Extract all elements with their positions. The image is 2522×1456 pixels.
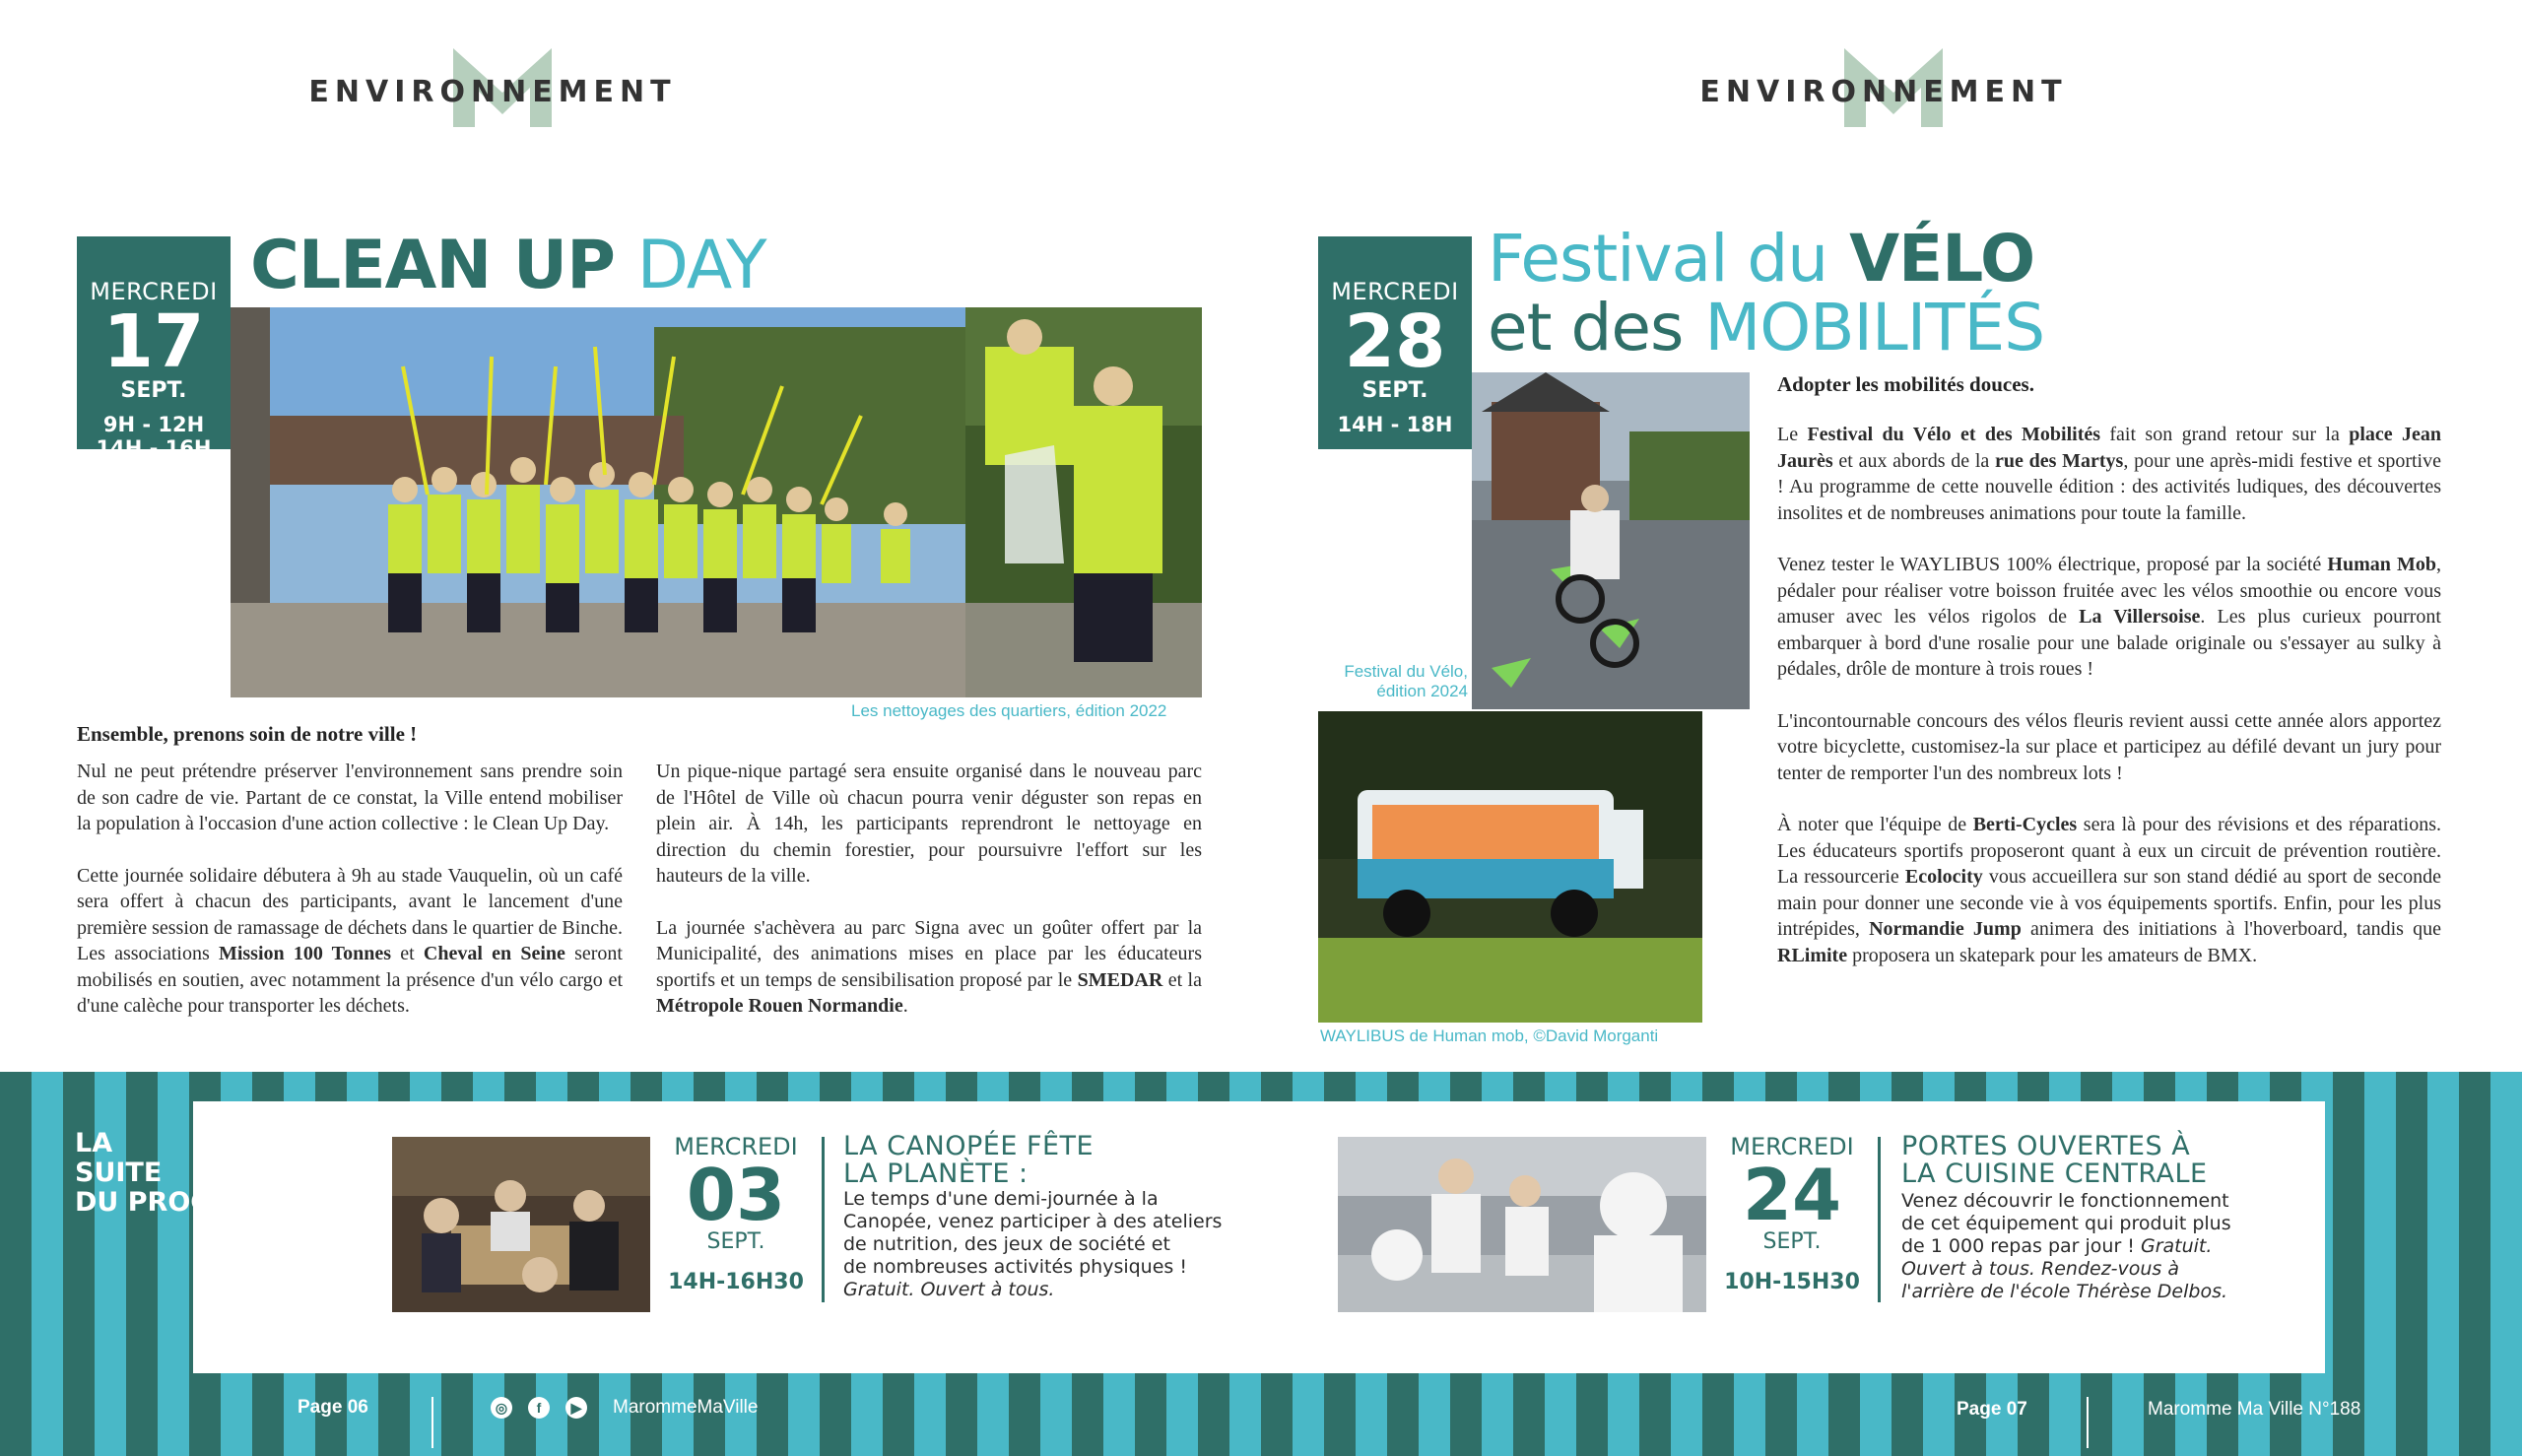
- text-line: [1901, 1281, 2295, 1303]
- text-run: À noter que l'équipe de: [1777, 814, 1973, 835]
- date-month: SEPT.: [1361, 378, 1428, 403]
- text-run: sera là pour des révisions et des réparations. Les éducateurs sportifs proposeront quant à eux un circuit de prévention routière. La ressourcerie: [1777, 814, 2442, 888]
- text-run: vous accueillera sur son stand dédié au sport de seconde main pour donner une seconde vie à vos équipements sportifs. Enfin, pour les plus intrépides,: [1777, 866, 2441, 940]
- programme-heading: [75, 1129, 345, 1218]
- date-number: 03: [686, 1154, 786, 1236]
- cleanup-photo-caption: Les nettoyages des quartiers, édition 2022: [851, 701, 1167, 720]
- date-number: 17: [102, 299, 205, 384]
- text-run: et la: [1162, 968, 1202, 991]
- event1-date: [660, 1133, 812, 1294]
- date-day: MERCREDI: [674, 1133, 798, 1160]
- section-label: ENVIRONNEMENT: [308, 75, 677, 109]
- free-notice: Gratuit.: [2140, 1235, 2213, 1257]
- date-month: SEPT.: [706, 1229, 765, 1254]
- title-line-2: [1488, 290, 2045, 365]
- date-time-1: 9H - 12H: [102, 413, 205, 436]
- festival-text: [1777, 422, 2441, 994]
- paragraph: Nul ne peut prétendre préserver l'environnement sans prendre soin de son cadre de vie. Partant de ce constat, la Ville entend mobiliser la population à l'occasion d'une action collective : le Clean Up Day.: [77, 761, 623, 834]
- paragraph: [77, 863, 623, 1020]
- event2-text: [1901, 1190, 2295, 1303]
- festival-street-photo: [1472, 372, 1750, 709]
- partner-name: Berti-Cycles: [1972, 814, 2078, 835]
- page-number-left: Page 06: [298, 1397, 368, 1418]
- cleanup-group-photo: [231, 307, 965, 697]
- cuisine-photo: [1338, 1137, 1706, 1312]
- event2-title: [1901, 1133, 2208, 1188]
- footer-divider: [431, 1397, 433, 1448]
- cleanup-date-block: [77, 236, 231, 460]
- date-time-1: 14H - 18H: [1337, 413, 1453, 436]
- text-line: Venez découvrir le fonctionnement: [1901, 1190, 2229, 1212]
- title-light: MOBILITÉS: [1704, 290, 2045, 365]
- partner-name: RLimite: [1777, 944, 1848, 966]
- cleanup-intro: Ensemble, prenons soin de notre ville !: [77, 722, 418, 746]
- text-run: de 1 000 repas par jour !: [1901, 1235, 2141, 1257]
- instagram-icon[interactable]: ◎: [491, 1397, 512, 1419]
- page-number-right: Page 07: [1957, 1399, 2027, 1420]
- date-number: 28: [1344, 299, 1446, 384]
- text-run: seront mobilisés en soutien, avec notamment la présence d'un vélo cargo et d'une calèche pour transporter les déchets.: [77, 943, 623, 1017]
- festival-intro: Adopter les mobilités douces.: [1777, 372, 2034, 396]
- paragraph: [1777, 422, 2441, 526]
- text-run: et aux abords de la: [1832, 449, 1996, 472]
- title-line: PORTES OUVERTES À: [1901, 1131, 2191, 1161]
- event1-text: [843, 1188, 1237, 1301]
- free-notice: Ouvert à tous. Rendez-vous à: [1901, 1258, 2180, 1280]
- partner-name: Métropole Rouen Normandie: [656, 995, 903, 1017]
- date-time: 10H-15H30: [1724, 1270, 1860, 1294]
- date-day: MERCREDI: [1730, 1133, 1854, 1160]
- festival-date-block: [1318, 236, 1472, 449]
- title-line: LA CANOPÉE FÊTE: [843, 1131, 1095, 1161]
- text-line: [1901, 1235, 2295, 1258]
- association-name: Mission 100 Tonnes: [218, 943, 392, 964]
- text-line: Canopée, venez participer à des ateliers: [843, 1211, 1223, 1232]
- text-run: , pédaler pour réaliser votre boisson fruitée avec les vélos smoothie ou encore vous amuser avec les vélos rigolos de: [1777, 554, 2441, 628]
- partner-name: Normandie Jump: [1869, 918, 2022, 940]
- date-time: 14H-16H30: [668, 1270, 804, 1294]
- text-run: La journée s'achèvera au parc Signa avec un goûter offert par la Municipalité, des animations mises en place par les éducateurs sportifs et un temps de sensibilisation proposé par le: [656, 916, 1202, 991]
- title-dark: et des: [1488, 290, 1684, 365]
- caption-line: édition 2024: [1376, 682, 1468, 700]
- social-handle: MarommeMaVille: [613, 1397, 759, 1418]
- title-light: DAY: [636, 227, 766, 304]
- free-notice: Gratuit. Ouvert à tous.: [843, 1279, 1055, 1300]
- text-run: . Les plus curieux pourront embarquer à bord d'une rosalie pour une balade originale ou s'essayer au sulky à pédales, drôle de monture à trois roues !: [1777, 606, 2441, 680]
- section-header-right: [1687, 43, 2081, 132]
- location-notice: l'arrière de l'école Thérèse Delbos.: [1901, 1281, 2228, 1302]
- date-day: MERCREDI: [1331, 278, 1459, 305]
- title-light: Festival du: [1488, 221, 1828, 297]
- text-run: proposera un skatepark pour les amateurs de BMX.: [1847, 944, 2258, 966]
- date-number: 24: [1742, 1154, 1842, 1236]
- title-line: LA CUISINE CENTRALE: [1901, 1158, 2208, 1189]
- caption-line: Festival du Vélo,: [1344, 662, 1468, 681]
- canopee-photo: [392, 1137, 650, 1312]
- text-line: [1901, 1258, 2295, 1281]
- heading-line: SUITE: [75, 1158, 163, 1188]
- youtube-icon[interactable]: ▶: [565, 1397, 587, 1419]
- section-label: ENVIRONNEMENT: [1699, 75, 2068, 109]
- text-line: de nombreuses activités physiques !: [843, 1256, 1187, 1278]
- text-run: animera des initiations à l'hoverboard, tandis que: [2021, 918, 2441, 940]
- event-name: Festival du Vélo et des Mobilités: [1807, 424, 2101, 445]
- title-line-1: [1488, 221, 2044, 297]
- festival-caption-2: WAYLIBUS de Human mob, ©David Morganti: [1320, 1026, 1659, 1045]
- date-time-2: 14H - 16H: [96, 436, 212, 460]
- section-header-left: [296, 43, 690, 132]
- text-run: Cette journée solidaire débutera à 9h au stade Vauquelin, où un café sera offert à chacun des participants, avant le lancement d'une première session de ramassage de déchets dans le quartier de Binche. Les associations: [77, 864, 623, 964]
- date-month: SEPT.: [120, 378, 187, 403]
- text-line: de nutrition, des jeux de société et: [843, 1233, 1170, 1255]
- waylibus-photo: [1318, 711, 1702, 1023]
- text-run: , pour une après-midi festive et sportive ! Au programme de cette nouvelle édition : des activités ludiques, des découvertes insolites et de nombreuses animations pour toute la famille.: [1777, 449, 2441, 524]
- date-month: SEPT.: [1762, 1229, 1822, 1254]
- cleanup-title: [250, 229, 766, 303]
- partner-name: Human Mob: [2327, 554, 2436, 575]
- place-name: rue des Martys: [1995, 449, 2124, 472]
- title-line: LA PLANÈTE :: [843, 1158, 1029, 1189]
- text-run: fait son grand retour sur la: [2100, 424, 2350, 445]
- event2-date: [1716, 1133, 1868, 1294]
- cleanup-column-1: [77, 759, 623, 1045]
- text-line: de cet équipement qui produit plus: [1901, 1213, 2231, 1234]
- partner-name: Ecolocity: [1904, 866, 1983, 888]
- text-run: et: [391, 943, 424, 964]
- partner-name: La Villersoise: [2079, 606, 2201, 628]
- issue-number: Maromme Ma Ville N°188: [2148, 1399, 2361, 1420]
- paragraph: [1777, 552, 2441, 683]
- footer-divider: [2087, 1397, 2089, 1448]
- association-name: Cheval en Seine: [423, 943, 565, 964]
- text-run: Le: [1777, 424, 1808, 445]
- text-line: [843, 1279, 1237, 1301]
- text-run: Venez tester le WAYLIBUS 100% électrique, proposé par la société: [1777, 554, 2328, 575]
- divider-line: [822, 1137, 825, 1302]
- title-dark: CLEAN UP: [250, 227, 615, 304]
- paragraph: L'incontournable concours des vélos fleuris revient aussi cette année alors apportez votre bicyclette, customisez-la sur place et participez au défilé devant un jury pour tenter de remporter l'un des nombreux lots !: [1777, 709, 2441, 784]
- title-dark: VÉLO: [1849, 221, 2035, 297]
- partner-name: SMEDAR: [1077, 968, 1163, 991]
- paragraph: [656, 915, 1202, 1020]
- cleanup-column-2: [656, 759, 1202, 1045]
- paragraph: Un pique-nique partagé sera ensuite organisé dans le nouveau parc de l'Hôtel de Ville où chacun pourra venir déguster son repas en plein air. À 14h, les participants reprendront le nettoyage en direction du chemin forestier, pour poursuivre l'effort sur les hauteurs de la ville.: [656, 761, 1202, 887]
- facebook-icon[interactable]: f: [528, 1397, 550, 1419]
- text-line: Le temps d'une demi-journée à la: [843, 1188, 1159, 1210]
- date-day: MERCREDI: [90, 278, 218, 305]
- heading-line: DU PROGRAMME :: [75, 1187, 345, 1218]
- festival-caption-1: [1320, 662, 1468, 701]
- paragraph: [1777, 812, 2441, 968]
- cleanup-detail-photo: [965, 307, 1202, 697]
- text-run: .: [902, 995, 908, 1017]
- event1-title: [843, 1133, 1094, 1188]
- divider-line: [1878, 1137, 1881, 1302]
- heading-line: LA: [75, 1128, 113, 1158]
- festival-title: [1488, 221, 2045, 365]
- place-name: place Jean Jaurès: [1777, 424, 2442, 472]
